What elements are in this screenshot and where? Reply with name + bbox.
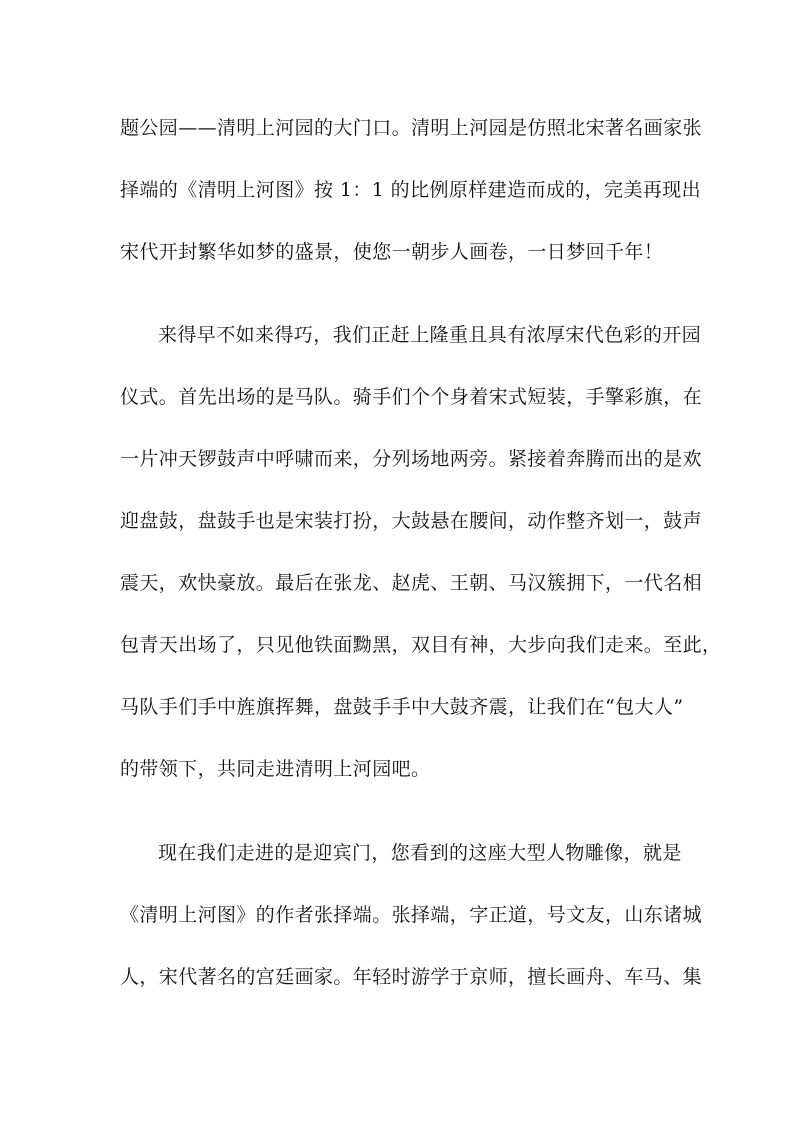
text-line: 题公园——清明上河园的大门口。清明上河园是仿照北宋著名画家张 bbox=[120, 117, 703, 139]
text-line: 现在我们走进的是迎宾门，您看到的这座大型人物雕像，就是 bbox=[158, 842, 682, 864]
text-line: 迎盘鼓，盘鼓手也是宋装打扮，大鼓悬在腰间，动作整齐划一，鼓声 bbox=[120, 510, 703, 532]
text-line: 震天，欢快豪放。最后在张龙、赵虎、王朝、马汉簇拥下，一代名相 bbox=[120, 572, 703, 594]
text-line: 择端的《清明上河图》按 1：1 的比例原样建造而成的，完美再现出 bbox=[120, 179, 702, 201]
text-line: 《清明上河图》的作者张择端。张择端，字正道，号文友，山东诸城 bbox=[120, 904, 703, 926]
text-line: 包青天出场了，只见他铁面黝黑，双目有神，大步向我们走来。至此， bbox=[120, 634, 722, 656]
text-line: 来得早不如来得巧，我们正赶上隆重且具有浓厚宋代色彩的开园 bbox=[158, 324, 702, 346]
text-line: 的带领下，共同走进清明上河园吧。 bbox=[120, 758, 431, 780]
text-line: 宋代开封繁华如梦的盛景，使您一朝步人画卷，一日梦回千年！ bbox=[120, 241, 664, 263]
text-line: 仪式。首先出场的是马队。骑手们个个身着宋式短装，手擎彩旗，在 bbox=[120, 386, 703, 408]
text-line: 马队手们手中旌旗挥舞，盘鼓手手中大鼓齐震，让我们在“包大人” bbox=[120, 696, 684, 718]
text-line: 人，宋代著名的宫廷画家。年轻时游学于京师，擅长画舟、车马、集 bbox=[120, 966, 703, 988]
text-line: 一片冲天锣鼓声中呼啸而来，分列场地两旁。紧接着奔腾而出的是欢 bbox=[120, 448, 703, 470]
